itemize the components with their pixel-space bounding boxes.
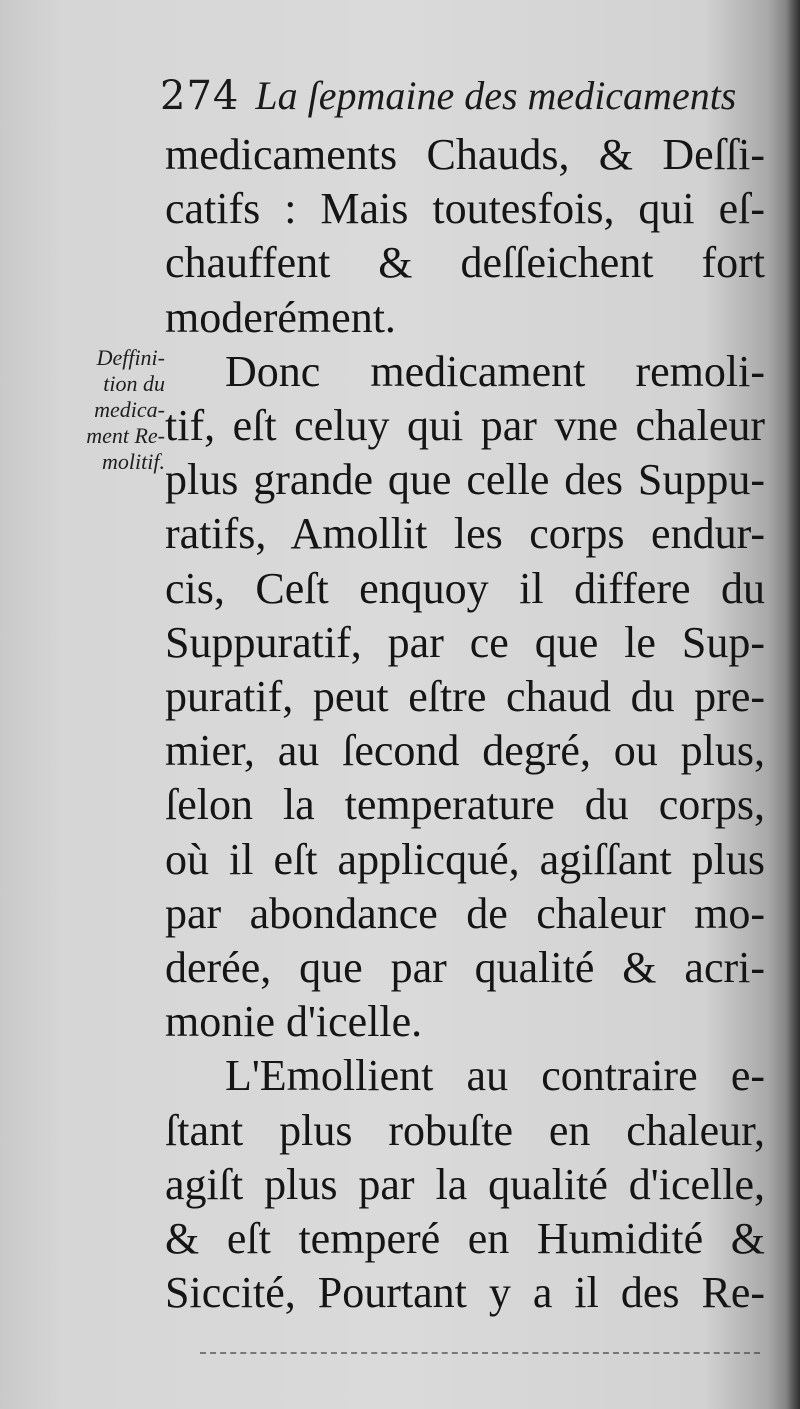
- text-line: ſtant plus robuſte en chaleur,: [165, 1105, 765, 1155]
- text-line: Siccité, Pourtant y a il des Re-: [165, 1268, 765, 1318]
- text-line: catifs : Mais toutesfois, qui eſ-: [165, 184, 765, 234]
- text-line: mier, au ſecond degré, ou plus,: [165, 726, 765, 776]
- text-line: ratifs, Amollit les corps endur-: [165, 509, 765, 559]
- running-head: [160, 72, 737, 120]
- text-line: ſelon la temperature du corps,: [165, 780, 765, 830]
- text-line: chauffent & deſſeichent fort: [165, 238, 765, 288]
- text-line: par abondance de chaleur mo-: [165, 888, 765, 938]
- text-line: Donc medicament remoli-: [225, 346, 765, 396]
- bottom-rule: [200, 1352, 760, 1354]
- text-line: cis, Ceſt enquoy il differe du: [165, 563, 765, 613]
- text-line: moderément.: [165, 292, 396, 342]
- text-line: agiſt plus par la qualité d'icelle,: [165, 1159, 765, 1209]
- margin-note-line: molitif.: [102, 449, 165, 474]
- page-edge-shadow: [786, 0, 800, 1409]
- text-line: tif, eſt celuy qui par vne chaleur: [165, 401, 765, 451]
- margin-note: [40, 345, 165, 475]
- text-line: derée, que par qualité & acri-: [165, 943, 765, 993]
- margin-note-line: Deffini-: [96, 345, 165, 370]
- margin-note-line: medica-: [94, 397, 165, 422]
- text-line: L'Emollient au contraire e-: [225, 1051, 765, 1101]
- body-text: [165, 128, 765, 1320]
- text-line: où il eſt applicqué, agiſſant plus: [165, 834, 765, 884]
- text-line: Suppuratif, par ce que le Sup-: [165, 617, 765, 667]
- page-number: 274: [160, 73, 240, 119]
- text-line: monie d'icelle.: [165, 997, 423, 1047]
- text-line: medicaments Chauds, & Deſſi-: [165, 130, 765, 179]
- running-title: La ſepmaine des medicaments: [255, 73, 737, 118]
- text-line: puratif, peut eſtre chaud du pre-: [165, 672, 765, 722]
- text-line: plus grande que celle des Suppu-: [165, 455, 765, 505]
- text-line: & eſt temperé en Humidité &: [165, 1214, 765, 1264]
- margin-note-line: ment Re-: [86, 423, 165, 448]
- margin-note-line: tion du: [103, 371, 165, 396]
